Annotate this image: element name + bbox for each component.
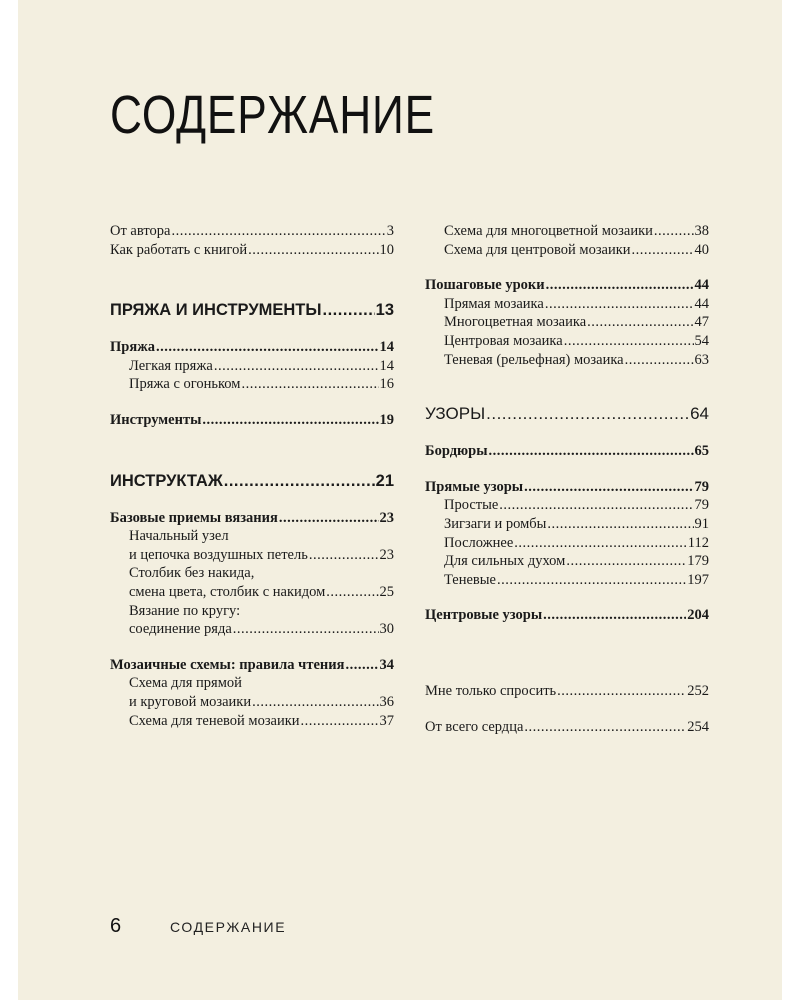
toc-entry[interactable]: От автора ..... 3 (110, 222, 394, 241)
toc-subentry[interactable]: Прямая мозаика ..... 44 (425, 295, 709, 314)
toc-section-heading[interactable]: ПРЯЖА И ИНСТРУМЕНТЫ ..... 13 (110, 299, 394, 321)
toc-subentry[interactable]: Теневые ..... 197 (425, 571, 709, 590)
toc-subentry[interactable]: Для сильных духом ..... 179 (425, 552, 709, 571)
book-page (18, 0, 782, 1000)
page-title: СОДЕРЖАНИЕ (110, 85, 436, 145)
toc-subentry[interactable]: Вязание по кругу: (129, 602, 241, 619)
toc-subentry[interactable]: Центровая мозаика ..... 54 (425, 332, 709, 351)
toc-subentry[interactable]: и круговой мозаики ..... 36 (110, 693, 394, 712)
toc-subentry[interactable]: Простые ..... 79 (425, 496, 709, 515)
toc-entry[interactable]: Мозаичные схемы: правила чтения ..... 34 (110, 656, 394, 675)
toc-entry[interactable]: Прямые узоры ..... 79 (425, 478, 709, 497)
toc-entry[interactable]: Пряжа ..... 14 (110, 338, 394, 357)
toc-subentry[interactable]: Многоцветная мозаика ..... 47 (425, 313, 709, 332)
toc-entry[interactable]: Бордюры ..... 65 (425, 442, 709, 461)
toc-entry[interactable]: Центровые узоры ..... 204 (425, 606, 709, 625)
toc-subentry[interactable]: Схема для теневой мозаики ..... 37 (110, 712, 394, 731)
toc-subentry[interactable]: Схема для многоцветной мозаики ..... 38 (425, 222, 709, 241)
toc-subentry[interactable]: соединение ряда ..... 30 (110, 620, 394, 639)
toc-entry[interactable]: Как работать с книгой ..... 10 (110, 241, 394, 260)
toc-entry[interactable]: Пошаговые уроки ..... 44 (425, 276, 709, 295)
toc-subentry[interactable]: и цепочка воздушных петель ..... 23 (110, 546, 394, 565)
toc-subentry[interactable]: Схема для прямой (129, 675, 242, 692)
page-number: 6 (110, 915, 122, 937)
toc-left-column (110, 222, 394, 730)
toc-subentry[interactable]: Схема для центровой мозаики ..... 40 (425, 241, 709, 260)
toc-section-heading[interactable]: ИНСТРУКТАЖ ..... 21 (110, 470, 394, 492)
toc-subentry[interactable]: Легкая пряжа ..... 14 (110, 357, 394, 376)
toc-right-column (425, 222, 709, 736)
running-footer-title: СОДЕРЖАНИЕ (170, 919, 287, 935)
toc-subentry[interactable]: Столбик без накида, (129, 565, 255, 582)
toc-section-heading[interactable]: УЗОРЫ ..... 64 (425, 403, 709, 425)
toc-subentry[interactable]: Пряжа с огоньком ..... 16 (110, 375, 394, 394)
toc-subentry[interactable]: Теневая (рельефная) мозаика ..... 63 (425, 351, 709, 370)
toc-subentry[interactable]: Посложнее ..... 112 (425, 534, 709, 553)
toc-subentry[interactable]: Зигзаги и ромбы ..... 91 (425, 515, 709, 534)
toc-subentry[interactable]: смена цвета, столбик с накидом ..... 25 (110, 583, 394, 602)
toc-entry[interactable]: От всего сердца ..... 254 (425, 718, 709, 737)
toc-entry[interactable]: Мне только спросить ..... 252 (425, 682, 709, 701)
toc-entry[interactable]: Базовые приемы вязания ..... 23 (110, 509, 394, 528)
toc-subentry[interactable]: Начальный узел (129, 528, 229, 545)
toc-entry[interactable]: Инструменты ..... 19 (110, 411, 394, 430)
